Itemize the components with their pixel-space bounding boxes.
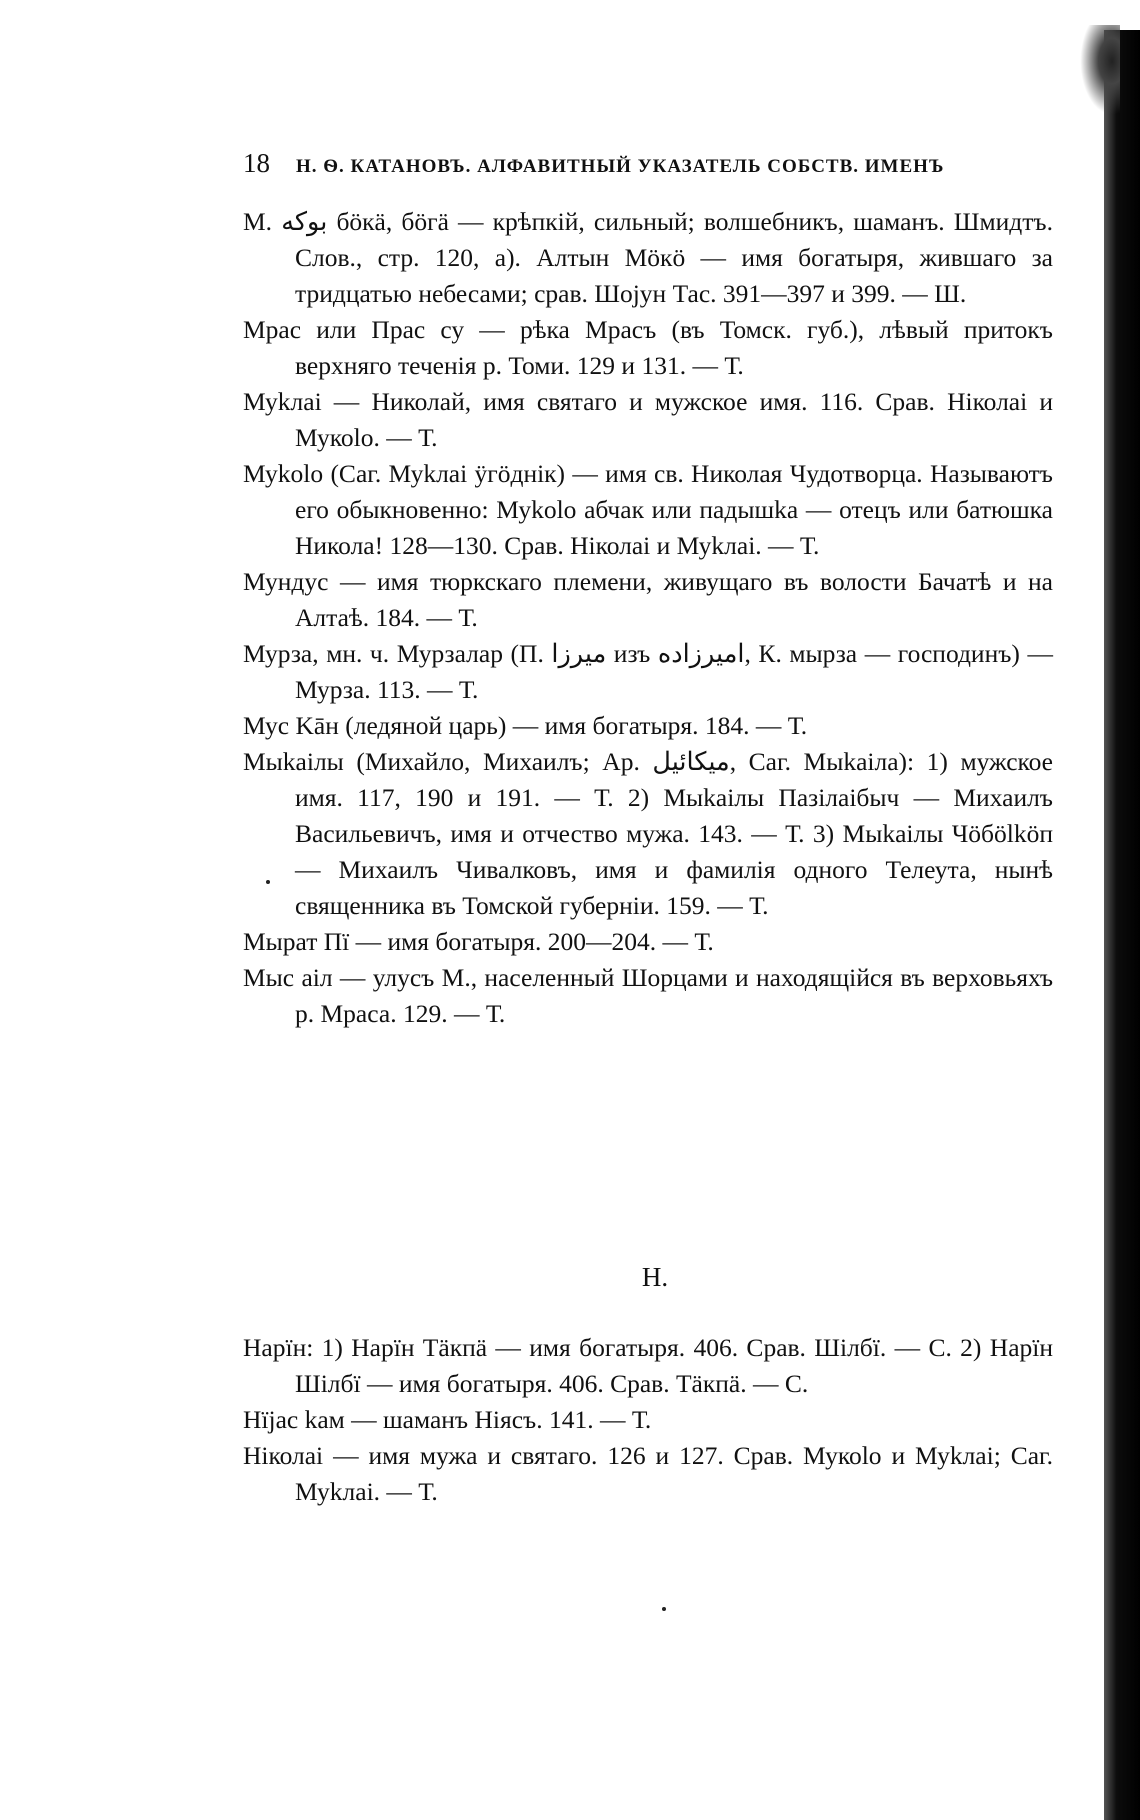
entry-muklai: Муkлаі — Николай, имя святаго и мужское имя. 116. Срав. Ніколаі и Мукоlо. — Т. — [243, 387, 1053, 452]
section-heading-text: Н. — [641, 1262, 669, 1292]
entries-m — [243, 204, 1053, 1032]
entry-narin: Нарїн: 1) Нарїн Тäкпä — имя богатыря. 406. Срав. Шілбї. — С. 2) Нарїн Шілбї — имя богатыря. 406. Срав. Тäкпä. — С. — [243, 1333, 1053, 1398]
entry-mras: Мрас или Прас су — рѣка Мрасъ (въ Томск. губ.), лѣвый притокъ верхняго теченія р. Томи. 129 и 131. — Т. — [243, 315, 1053, 380]
page-number: 18 — [243, 148, 270, 178]
print-speck — [662, 1607, 666, 1611]
entry-mundus: Мундус — имя тюркскаго племени, живущаго въ волости Бачатѣ и на Алтаѣ. 184. — Т. — [243, 567, 1053, 632]
entry-moko-continued: М. بوکه бӧкä, бӧгä — крѣпкій, сильный; волшебникъ, шаманъ. Шмидтъ. Слов., стр. 120, а). Алтын Мӧкӧ — имя богатыря, жившаго за тридцатью небесами; срав. Шоjун Тас. 391—397 и 399. — Ш. — [243, 207, 1053, 308]
entry-mus-kan: Мус Kāн (ледяной царь) — имя богатыря. 184. — Т. — [243, 711, 808, 740]
running-head — [243, 148, 983, 179]
entry-mys-ail: Мыс аіл — улусъ М., населенный Шорцами и находящійся въ верховьяхъ р. Мраса. 129. — Т. — [243, 963, 1053, 1028]
entry-myrat-pi: Мырат Пї — имя богатыря. 200—204. — Т. — [243, 927, 714, 956]
scan-edge-speckle — [1080, 25, 1120, 115]
entry-murza: Мурза, мн. ч. Мурзалар (П. میرزا изъ امیرزاده, К. мырза — господинъ) — Мурза. 113. — Т. — [243, 639, 1053, 704]
print-speck — [266, 880, 270, 884]
running-title: Н. Ѳ. КАТАНОВЪ. АЛФАВИТНЫЙ УКАЗАТЕЛЬ СОБСТВ. ИМЕНЪ — [296, 156, 945, 177]
scan-edge-shadow — [1104, 30, 1140, 1820]
entry-mukolo: Муkоlо (Саг. Муkлаі ӱгӧднік) — имя св. Николая Чудотворца. Называютъ его обыкновенно: Муkоlо абчак или падышkа — отецъ или батюшка Никола! 128—130. Срав. Ніколаі и Муkлаі. — Т. — [243, 459, 1053, 560]
entry-nikolai: Ніколаі — имя мужа и святаго. 126 и 127. Срав. Мукоlо и Муkлаі; Саг. Муkлаі. — Т. — [243, 1441, 1053, 1506]
entry-nijas-kam: Нїјас kам — шаманъ Ніясъ. 141. — Т. — [243, 1405, 652, 1434]
entries-n — [243, 1330, 1053, 1510]
section-heading — [0, 1262, 1140, 1293]
entry-mykaily: Мыkаілы (Михайло, Михаилъ; Ар. میکائیل, Саг. Мыkаіла): 1) мужское имя. 117, 190 и 191. — Т. 2) Мыkаілы Пазілаібыч — Михаилъ Васильевичъ, имя и отчество мужа. 143. — Т. 3) Мыkаілы Чӧбӧlkӧп — Михаилъ Чивалковъ, имя и фамилія одного Телеута, нынѣ священника въ Томской губерніи. 159. — Т. — [243, 747, 1054, 920]
